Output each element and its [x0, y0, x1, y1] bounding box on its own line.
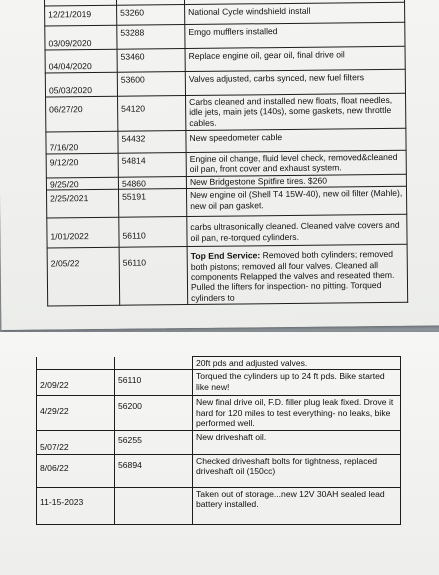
service-work: New final drive oil, F.D. filler plug leak fixed. Drove it hard for 120 miles to test everything- no leaks, bike performed well. [193, 396, 401, 430]
table-row [46, 186, 406, 218]
service-date: 06/27/20 [46, 96, 118, 132]
service-work: Torqued the cylinders up to 24 ft pds. Bike started like new! [193, 370, 401, 396]
service-work: Engine oil change, fluid level check, removed&cleaned oil pan, front cover and exhaust system. [186, 150, 406, 176]
service-date: 05/03/2020 [45, 72, 117, 97]
service-work-text: Removed both cylinders; removed both pistons; removed all four valves. Cleaned all components Relapped the valves and reseated them. Pulled the lifters for inspection- no pitting. Torqued cylinders to [190, 249, 395, 303]
service-date: 11-15-2023 [37, 488, 115, 525]
service-mileage: 53460 [117, 49, 185, 73]
service-work: New driveshaft oil. [193, 430, 401, 454]
service-date: 7/16/20 [46, 131, 118, 154]
service-date: 2/25/2021 [46, 189, 118, 218]
service-mileage: 53288 [117, 25, 185, 50]
table-row [46, 93, 406, 132]
service-mileage: 54860 [118, 176, 186, 189]
service-date: 4/29/22 [37, 396, 115, 430]
service-work: Replace engine oil, gear oil, final drive oil [185, 46, 405, 71]
service-work: National Cycle windshield install [185, 2, 405, 24]
service-mileage: 54120 [118, 96, 186, 132]
service-mileage: 56255 [115, 430, 193, 454]
table-row [47, 214, 407, 248]
continuation-text: 20ft pds and adjusted valves. [193, 357, 401, 370]
service-date: 04/04/2020 [45, 49, 117, 73]
service-work: carbs ultrasonically cleaned. Cleaned valve covers and oil pan, re-torqued cylinders. [187, 214, 407, 246]
service-date: 9/25/20 [46, 177, 118, 190]
table-row [47, 244, 408, 306]
service-date: 8/06/22 [37, 455, 115, 488]
lower-log-page [0, 332, 439, 575]
service-mileage: 53260 [117, 5, 185, 26]
service-mileage: 56110 [119, 247, 188, 306]
lower-service-log-table [36, 356, 401, 525]
service-date: 1/01/2022 [47, 217, 119, 248]
service-mileage: 55191 [118, 189, 186, 218]
service-mileage: 53600 [117, 72, 185, 97]
service-work: Valves adjusted, carbs synced, new fuel filters [185, 69, 405, 95]
service-work: New Bridgestone Spitfire tires. $260 [186, 174, 406, 189]
service-mileage: 56200 [115, 396, 193, 430]
service-type-label: Top End Service: [190, 250, 261, 262]
service-mileage: 54432 [118, 131, 186, 154]
table-row [37, 430, 401, 454]
service-work: Taken out of storage...new 12V 30AH sealed lead battery installed. [193, 488, 401, 525]
service-work: Emgo mufflers installed [185, 22, 405, 48]
continuation-row [37, 357, 401, 370]
service-date: 9/12/20 [46, 153, 118, 178]
table-row [37, 488, 401, 525]
service-mileage: 56110 [119, 217, 187, 248]
service-date: 2/09/22 [37, 370, 115, 396]
service-date: 2/05/22 [47, 247, 120, 306]
service-mileage [115, 488, 193, 525]
service-date: 03/09/2020 [45, 25, 117, 50]
service-work: New speedometer cable [186, 128, 406, 152]
service-mileage: 54814 [118, 153, 186, 178]
service-work: New engine oil (Shell T4 15W-40), new oil filter (Mahle), new oil pan gasket. [186, 186, 406, 216]
service-work: Checked driveshaft bolts for tightness, replaced driveshaft oil (150cc) [193, 455, 401, 488]
service-mileage: 56894 [115, 455, 193, 488]
table-row [37, 396, 401, 430]
table-row [37, 455, 401, 488]
service-work: Carbs cleaned and installed new floats, float needles, idle jets, main jets (140s), some gaskets, new throttle cables. [186, 93, 406, 130]
service-date: 12/21/2019 [45, 5, 117, 26]
table-row [37, 370, 401, 396]
upper-service-log-table [44, 0, 408, 307]
service-work [187, 244, 408, 304]
service-date: 5/07/22 [37, 430, 115, 454]
service-mileage: 56110 [115, 370, 193, 396]
